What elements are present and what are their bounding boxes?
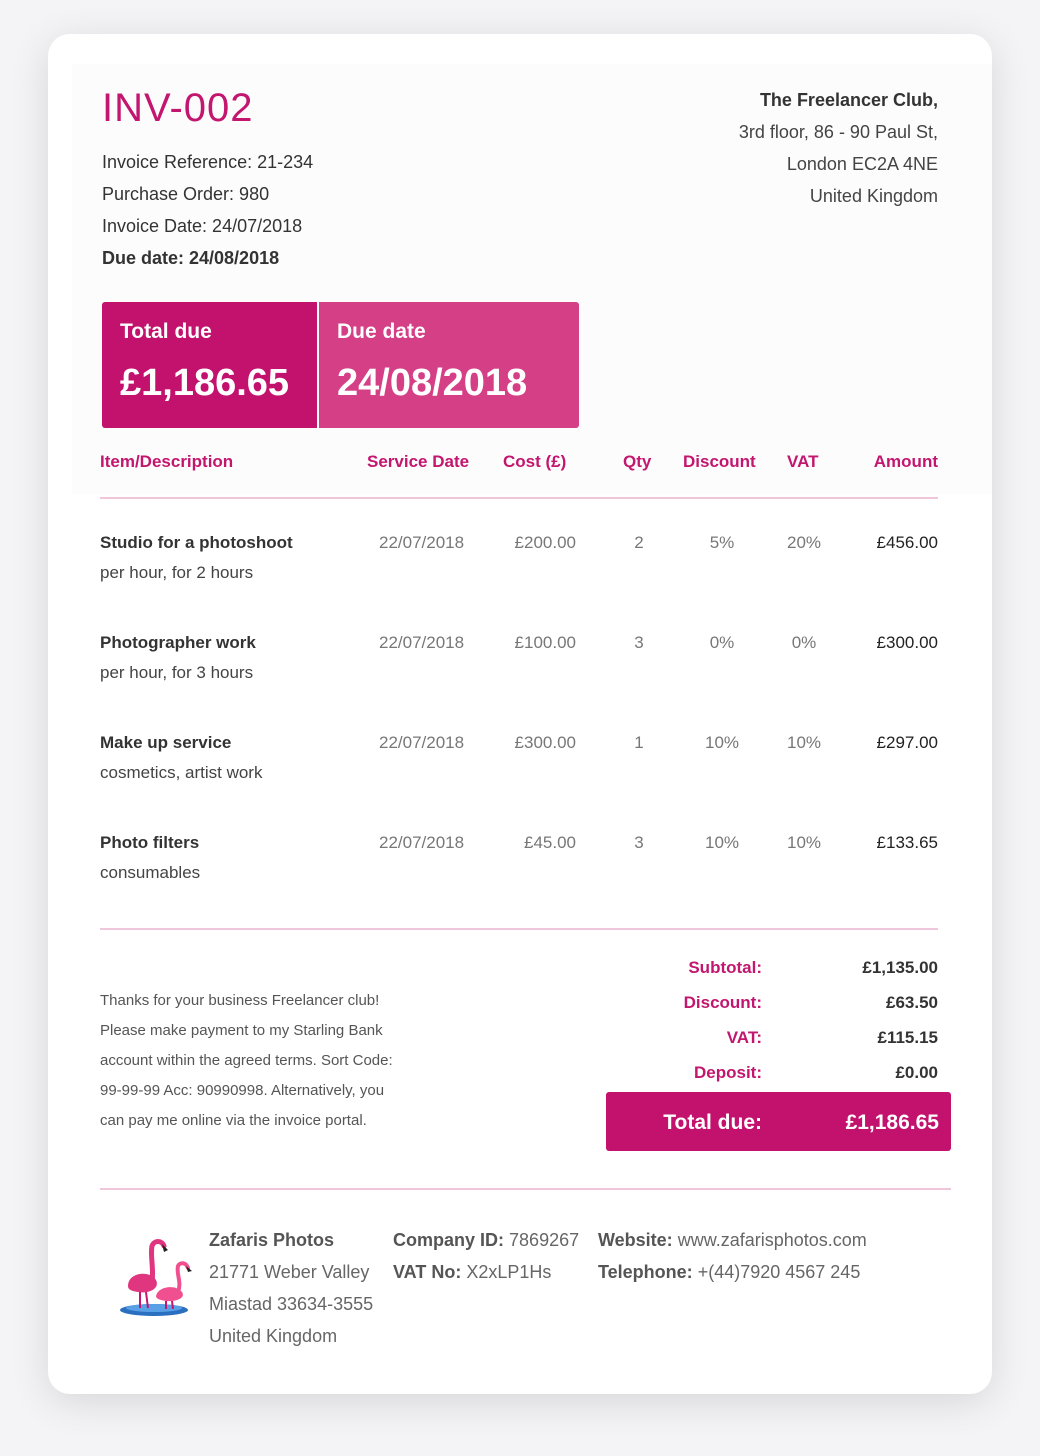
item-discount: 10%	[704, 733, 740, 752]
vat-number	[393, 1260, 579, 1292]
company-address-line: Miastad 33634-3555	[209, 1294, 374, 1314]
item-vat: 10%	[786, 833, 822, 852]
item-desc: cosmetics, artist work	[100, 763, 263, 782]
item-desc: per hour, for 3 hours	[100, 663, 254, 682]
website	[598, 1228, 867, 1260]
item-vat: 10%	[786, 733, 822, 752]
due-date-label: Due date	[337, 320, 426, 343]
table-row	[100, 732, 938, 792]
deposit-row	[606, 1063, 940, 1089]
company-address	[209, 1228, 373, 1356]
item-cost: £200.00	[514, 533, 576, 552]
table-row	[100, 632, 938, 692]
item-cost: £300.00	[514, 733, 576, 752]
items-divider	[100, 928, 938, 930]
col-service-date: Service Date	[367, 452, 470, 471]
item-cost: £45.00	[524, 833, 576, 852]
due-date-box	[319, 302, 579, 428]
item-qty: 2	[634, 533, 644, 552]
invoice-number: INV-002	[102, 86, 254, 130]
purchase-order: Purchase Order: 980	[102, 184, 270, 204]
total-due-box	[102, 302, 317, 428]
item-desc: consumables	[100, 863, 201, 882]
company-id-label: Company ID:	[393, 1230, 505, 1250]
item-discount: 5%	[709, 533, 735, 552]
discount-row	[606, 993, 940, 1019]
subtotal-row	[606, 958, 940, 984]
company-contact	[598, 1228, 867, 1292]
client-address	[739, 88, 938, 216]
telephone-label: Telephone:	[598, 1262, 693, 1282]
payment-notes	[100, 986, 450, 1136]
item-name: Photo filters	[100, 833, 200, 852]
item-name: Photographer work	[100, 633, 256, 652]
vat-no-value: X2xLP1Hs	[466, 1262, 552, 1282]
col-vat: VAT	[787, 452, 819, 471]
company-address-line: 21771 Weber Valley	[209, 1262, 370, 1282]
deposit-label: Deposit:	[694, 1063, 762, 1082]
col-amount: Amount	[873, 452, 938, 471]
subtotal-value: £1,135.00	[862, 958, 938, 977]
footer-divider	[100, 1188, 951, 1190]
deposit-value: £0.00	[895, 1063, 938, 1082]
grand-total-value: £1,186.65	[845, 1111, 939, 1134]
item-vat: 20%	[786, 533, 822, 552]
item-name: Studio for a photoshoot	[100, 533, 293, 552]
client-address-line: London EC2A 4NE	[786, 154, 938, 174]
company-id	[393, 1228, 579, 1260]
company-id-value: 7869267	[509, 1230, 580, 1250]
website-link[interactable]: www.zafarisphotos.com	[677, 1230, 867, 1250]
col-cost: Cost (£)	[503, 452, 567, 471]
discount-label: Discount:	[683, 993, 762, 1012]
item-name: Make up service	[100, 733, 232, 752]
flamingo-logo	[106, 1234, 202, 1320]
vat-value: £115.15	[877, 1028, 938, 1047]
col-item: Item/Description	[100, 452, 234, 471]
item-amount: £133.65	[876, 833, 938, 852]
col-qty: Qty	[623, 452, 652, 471]
item-amount: £297.00	[876, 733, 938, 752]
vat-no-label: VAT No:	[393, 1262, 462, 1282]
invoice-date: Invoice Date: 24/07/2018	[102, 216, 303, 236]
summary-boxes	[102, 302, 579, 428]
item-date: 22/07/2018	[379, 833, 465, 852]
item-desc: per hour, for 2 hours	[100, 563, 254, 582]
item-date: 22/07/2018	[379, 733, 465, 752]
vat-label: VAT:	[726, 1028, 762, 1047]
note-line: Please make payment to my Starling Bank	[100, 1022, 383, 1039]
item-amount: £300.00	[876, 633, 938, 652]
item-qty: 3	[634, 633, 644, 652]
col-discount: Discount	[683, 452, 756, 471]
company-registration	[393, 1228, 579, 1292]
item-amount: £456.00	[876, 533, 938, 552]
subtotal-label: Subtotal:	[688, 958, 762, 977]
item-cost: £100.00	[514, 633, 576, 652]
invoice-meta	[102, 150, 313, 278]
company-name: Zafaris Photos	[209, 1230, 335, 1250]
item-discount: 10%	[704, 833, 740, 852]
note-line: can pay me online via the invoice portal.	[100, 1112, 367, 1129]
grand-total-bar	[606, 1092, 951, 1151]
discount-value: £63.50	[886, 993, 938, 1012]
table-row	[100, 832, 938, 892]
item-discount: 0%	[709, 633, 735, 652]
item-date: 22/07/2018	[379, 533, 465, 552]
due-date-value: 24/08/2018	[337, 362, 528, 404]
client-address-line: 3rd floor, 86 - 90 Paul St,	[738, 122, 938, 142]
vat-row	[606, 1028, 940, 1054]
website-label: Website:	[598, 1230, 673, 1250]
telephone	[598, 1260, 867, 1292]
note-line: account within the agreed terms. Sort Code:	[100, 1052, 393, 1069]
table-header	[100, 452, 938, 478]
telephone-value: +(44)7920 4567 245	[697, 1262, 861, 1282]
total-due-value: £1,186.65	[120, 362, 290, 404]
item-qty: 3	[634, 833, 644, 852]
client-name: The Freelancer Club,	[759, 90, 938, 110]
total-due-label: Total due	[120, 320, 212, 343]
item-qty: 1	[634, 733, 644, 752]
invoice-reference: Invoice Reference: 21-234	[102, 152, 314, 172]
item-vat: 0%	[791, 633, 817, 652]
header-divider	[100, 497, 938, 499]
item-date: 22/07/2018	[379, 633, 465, 652]
note-line: 99-99-99 Acc: 90990998. Alternatively, you	[100, 1082, 385, 1099]
due-date: Due date: 24/08/2018	[102, 248, 280, 268]
note-line: Thanks for your business Freelancer club!	[100, 992, 380, 1009]
grand-total-label: Total due:	[663, 1111, 762, 1134]
client-address-line: United Kingdom	[809, 186, 938, 206]
company-address-line: United Kingdom	[209, 1326, 338, 1346]
table-row	[100, 532, 938, 592]
